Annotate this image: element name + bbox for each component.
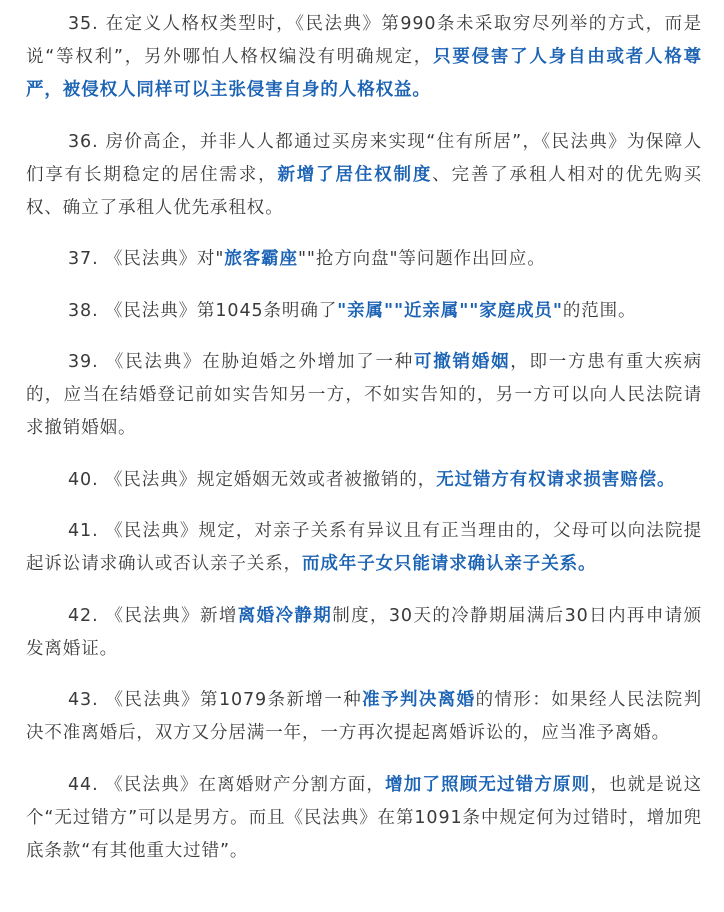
- paragraph-37-text-tail: ""抢方向盘"等问题作出回应。: [297, 249, 546, 269]
- paragraph-38-text-tail: 的范围。: [562, 300, 637, 321]
- paragraph-41-highlight: 而成年子女只能请求确认亲子关系。: [302, 554, 597, 574]
- paragraph-35-highlight: 只要侵害了人身自由或者人格尊严，被侵权人同样可以主张侵害自身的人格权益。: [26, 47, 702, 100]
- paragraph-35: [26, 8, 702, 107]
- paragraph-36: [26, 126, 702, 225]
- paragraph-39-text: 39. 《民法典》在胁迫婚之外增加了一种: [68, 352, 414, 372]
- paragraph-35-text: 35. 在定义人格权类型时，《民法典》第990条未采取穷尽列举的方式，而是说“等权利”，另外哪怕人格权编没有明确规定，: [26, 14, 702, 67]
- paragraph-42-text-tail: 制度，30天的冷静期届满后30日内再申请颁发离婚证。: [26, 605, 703, 659]
- paragraph-43-text-tail: 的情形：如果经人民法院判决不准离婚后，双方又分居满一年，一方再次提起离婚诉讼的，应当准予离婚。: [26, 690, 702, 743]
- paragraph-37-highlight: 旅客霸座: [224, 249, 298, 269]
- paragraph-44-text-tail: ，也就是说这个“无过错方”可以是男方。而且《民法典》在第1091条中规定何为过错时，增加兜底条款“有其他重大过错”。: [26, 774, 702, 861]
- paragraph-36-text: 36. 房价高企，并非人人都通过买房来实现“住有所居”，《民法典》为保障人们享有长期稳定的居住需求，: [26, 131, 702, 185]
- paragraph-43: [26, 684, 702, 750]
- paragraph-37-text: 37. 《民法典》对": [68, 249, 225, 269]
- paragraph-42-text: 42. 《民法典》新增: [68, 605, 238, 626]
- paragraph-41-text: 41. 《民法典》规定，对亲子关系有异议且有正当理由的，父母可以向法院提起诉讼请求确认或否认亲子关系，: [26, 521, 702, 574]
- paragraph-43-text: 43. 《民法典》第1079条新增一种: [68, 690, 363, 710]
- paragraph-36-text-tail: 、完善了承租人相对的优先购买权、确立了承租人优先承租权。: [26, 164, 703, 218]
- paragraph-39-text-tail: ，即一方患有重大疾病的，应当在结婚登记前如实告知另一方，不如实告知的，另一方可以向人民法院请求撤销婚姻。: [26, 352, 703, 438]
- paragraph-41: [26, 515, 702, 581]
- paragraph-39: [26, 346, 702, 445]
- paragraph-42-highlight: 离婚冷静期: [237, 605, 333, 626]
- paragraph-37: [26, 243, 702, 276]
- paragraph-38-highlight: "亲属""近亲属""家庭成员": [337, 300, 563, 321]
- paragraph-40: [26, 464, 702, 497]
- paragraph-40-text: 40. 《民法典》规定婚姻无效或者被撤销的，: [68, 469, 437, 490]
- paragraph-39-highlight: 可撤销婚姻: [413, 352, 511, 372]
- paragraph-43-highlight: 准予判决离婚: [362, 690, 476, 710]
- paragraph-44-text: 44. 《民法典》在离婚财产分割方面，: [68, 774, 386, 795]
- paragraph-38: [26, 295, 702, 328]
- paragraph-44: [26, 769, 702, 868]
- paragraph-44-highlight: 增加了照顾无过错方原则: [385, 774, 591, 795]
- paragraph-42: [26, 600, 702, 666]
- paragraph-40-highlight: 无过错方有权请求损害赔偿。: [436, 469, 676, 490]
- paragraph-36-highlight: 新增了居住权制度: [277, 164, 433, 185]
- paragraph-38-text: 38. 《民法典》第1045条明确了: [68, 300, 338, 321]
